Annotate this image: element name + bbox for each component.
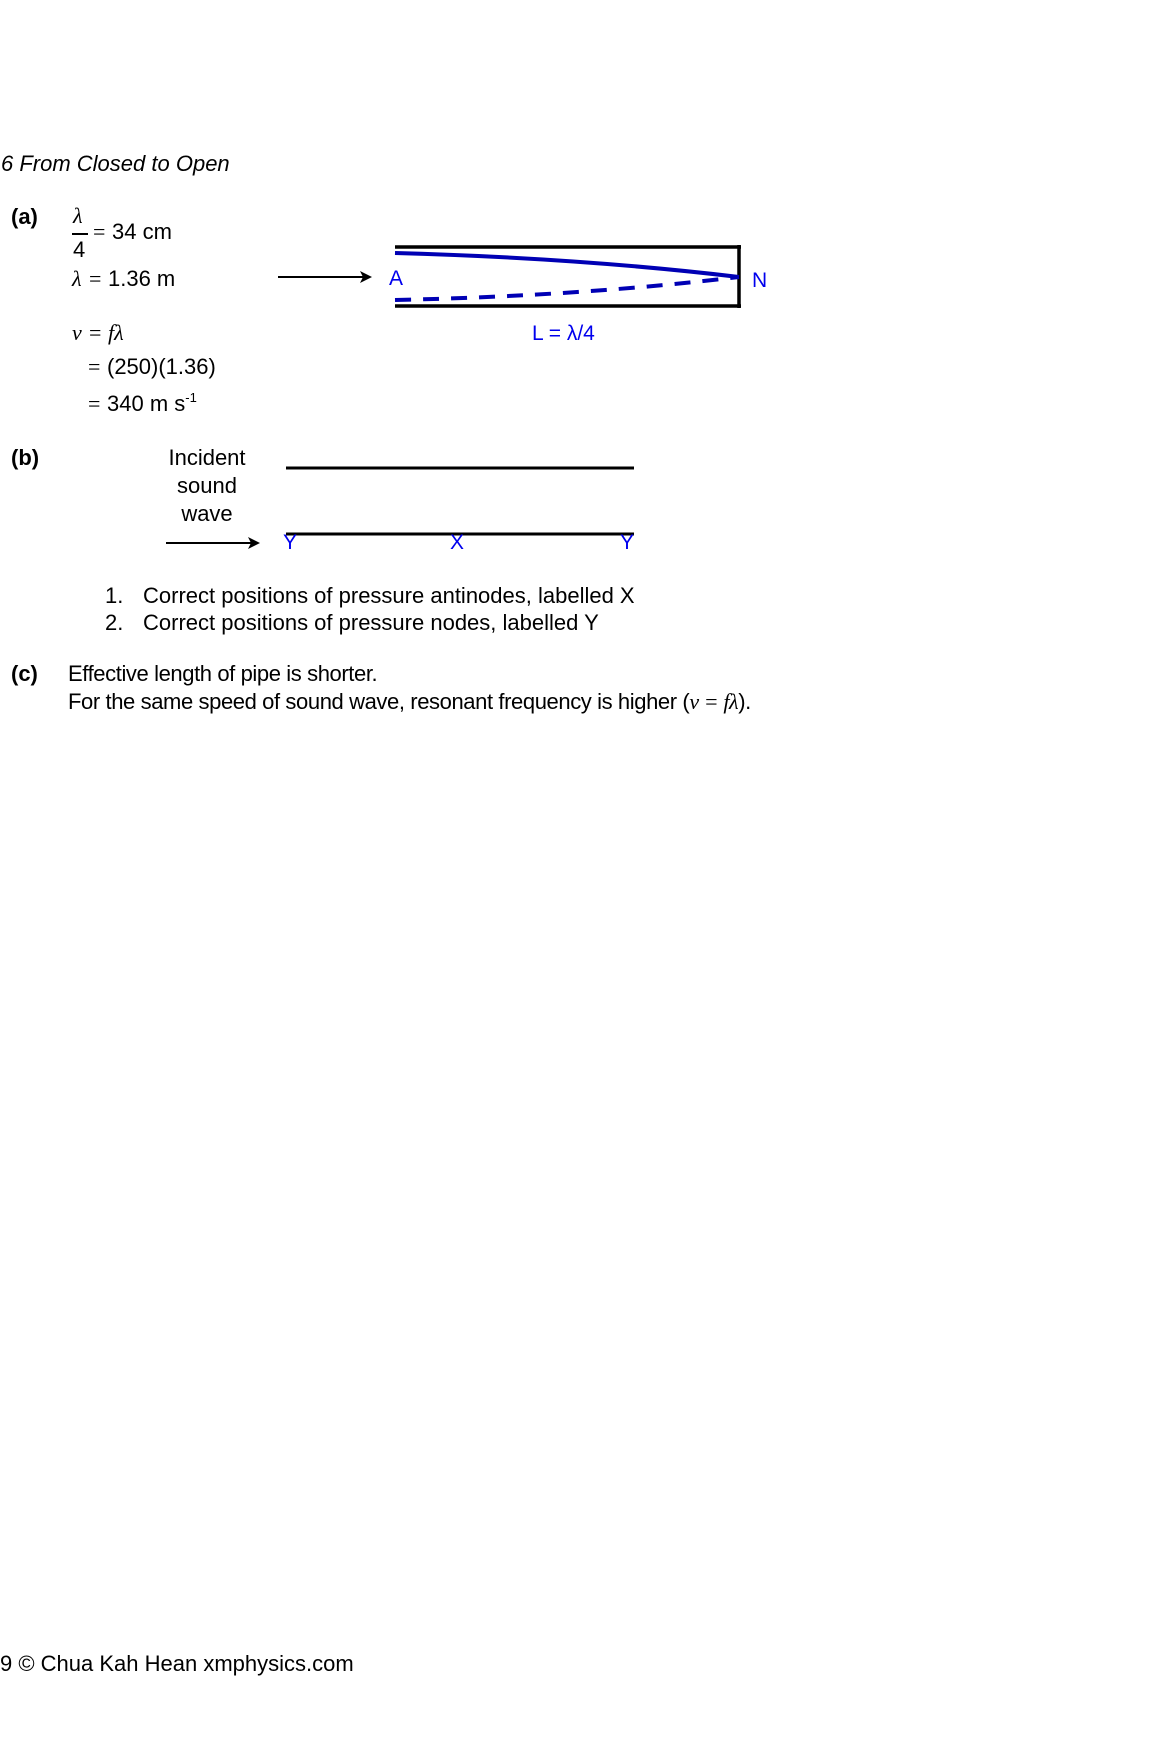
- incident-label-line1: Incident: [168, 445, 246, 470]
- part-c-line2-text: For the same speed of sound wave, resonant frequency is higher (: [68, 689, 690, 714]
- incident-label-line2: sound: [177, 473, 237, 498]
- incident-label-line3: wave: [181, 501, 233, 526]
- node-marker-right: Y: [620, 531, 635, 554]
- pipe-length-label: L = λ/4: [532, 322, 595, 345]
- wave-equation: fλ: [108, 320, 124, 345]
- fraction-numerator: λ: [73, 203, 83, 228]
- equation-quarter-wavelength: 34 cm: [112, 219, 172, 244]
- page-footer: 9 © Chua Kah Hean xmphysics.com: [0, 1651, 354, 1676]
- fraction-denominator: 4: [73, 237, 86, 262]
- part-c-line2-end: ).: [738, 689, 751, 714]
- equation-wavelength: 1.36 m: [108, 266, 176, 291]
- wavelength-symbol: λ: [72, 266, 82, 291]
- antinode-label: A: [389, 267, 404, 290]
- page-title: 6 From Closed to Open: [1, 151, 230, 176]
- result-exponent: -1: [185, 390, 197, 405]
- equals-sign: =: [88, 354, 101, 379]
- open-pipe-diagram: [0, 0, 1166, 760]
- node-label: N: [752, 269, 768, 292]
- part-c-formula: v = fλ: [689, 689, 739, 714]
- point-2-text: Correct positions of pressure nodes, labelled Y: [143, 610, 599, 635]
- velocity-symbol: v: [72, 320, 82, 345]
- point-1-number: 1.: [105, 583, 124, 608]
- antinode-marker-middle: X: [450, 531, 465, 554]
- equals-sign: =: [89, 266, 102, 291]
- equals-sign: =: [88, 391, 101, 416]
- part-a-label: (a): [11, 204, 38, 229]
- equation-substitution: (250)(1.36): [107, 354, 216, 379]
- equals-sign: =: [89, 320, 102, 345]
- result-value: 340 m s: [107, 391, 186, 416]
- point-1-text: Correct positions of pressure antinodes, labelled X: [143, 583, 635, 608]
- arrow-icon: [166, 537, 260, 549]
- point-2-number: 2.: [105, 610, 124, 635]
- node-marker-left: Y: [283, 531, 298, 554]
- part-c-line2: [68, 691, 751, 713]
- part-b-label: (b): [11, 445, 40, 470]
- equals-sign: =: [93, 219, 106, 244]
- part-c-label: (c): [11, 661, 38, 686]
- part-c-line1: Effective length of pipe is shorter.: [68, 661, 378, 686]
